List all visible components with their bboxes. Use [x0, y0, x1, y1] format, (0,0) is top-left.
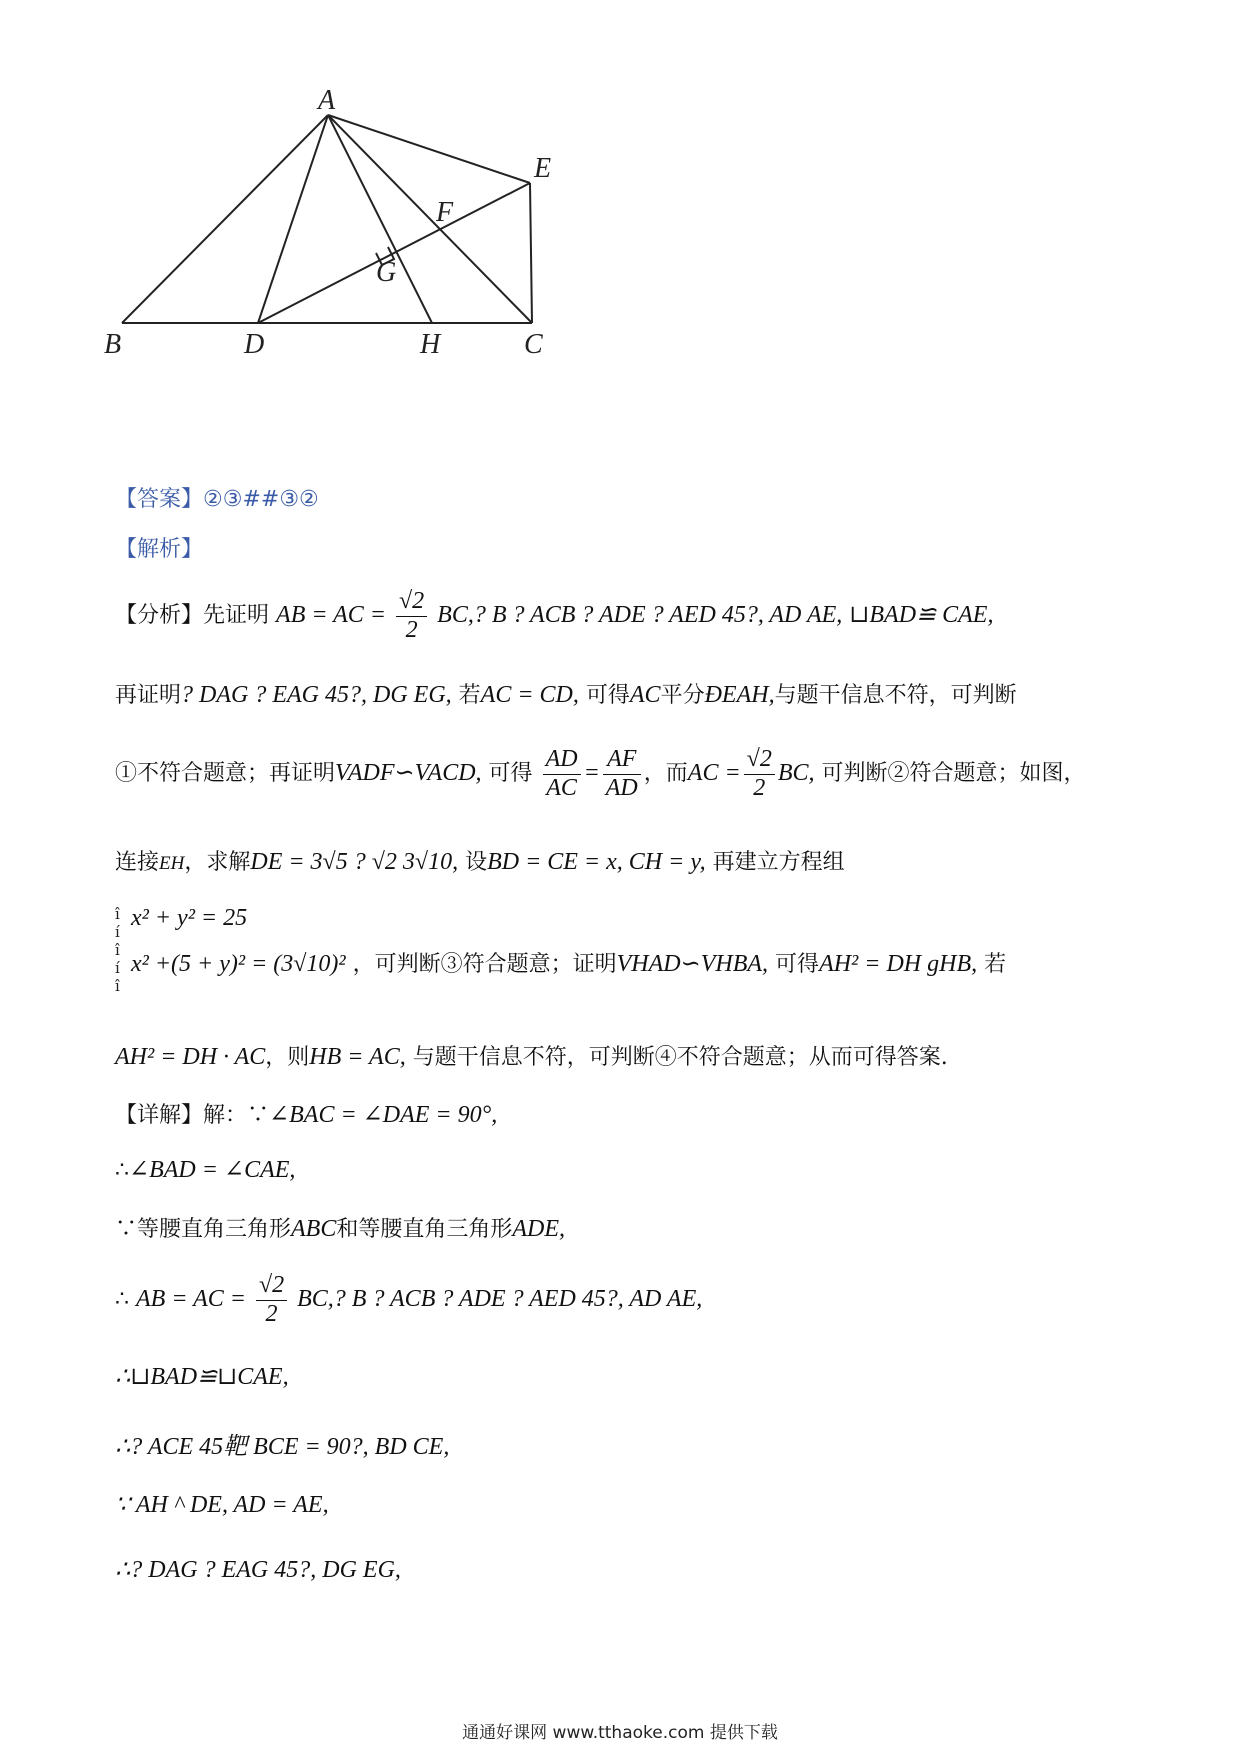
math-expression: AC = CD,	[480, 682, 579, 708]
fraction-denominator: AC	[546, 774, 577, 801]
math-expression: EH	[159, 853, 185, 874]
fenxi-text: 若	[984, 952, 1007, 977]
label-a: A	[318, 85, 336, 116]
label-c: C	[524, 329, 543, 360]
math-expression: VADF∽VACD,	[335, 760, 482, 787]
detail-text: ∴	[115, 1287, 129, 1313]
detail-line-7: ∵ AH ^ DE, AD = AE,	[115, 1492, 329, 1518]
detail-line-8: ∴? DAG ? EAG 45?, DG EG,	[115, 1557, 401, 1583]
fenxi-line-3	[115, 746, 1086, 802]
segment-ec	[530, 183, 532, 323]
math-expression: x² + y² = 25	[131, 905, 248, 931]
analysis-tag-line	[115, 532, 203, 563]
detail-text: ∴	[115, 1158, 129, 1183]
fenxi-text: 再证明	[115, 683, 182, 708]
detail-line-4	[115, 1272, 702, 1328]
fraction	[543, 746, 581, 802]
fraction	[603, 746, 641, 802]
equation-row-1	[115, 905, 1006, 941]
page-footer: 通通好课网 www.tthaoke.com 提供下载	[462, 1723, 778, 1743]
fraction-numerator: √2	[256, 1272, 287, 1301]
equation-row-2	[115, 947, 1006, 983]
math-expression: BC,? B ? ACB ? ADE ? AED 45?, AD AE,	[437, 602, 843, 629]
fenxi-text: 可得	[488, 761, 533, 787]
fenxi-line-6	[115, 1040, 948, 1071]
fenxi-text: ，求解	[184, 850, 251, 875]
answer-value: ②③##③②	[203, 487, 319, 512]
detail-line-6: ∴? ACE 45靶 BCE = 90?, BD CE,	[115, 1434, 450, 1460]
fraction-denominator: 2	[753, 774, 766, 801]
fraction-numerator: √2	[744, 746, 775, 775]
math-expression: ∠BAD = ∠CAE,	[129, 1157, 296, 1183]
fraction-numerator: AF	[603, 746, 641, 775]
fenxi-text: 平分	[660, 683, 705, 708]
math-expression: BC,	[777, 760, 815, 787]
detail-tag: 【详解】	[115, 1103, 204, 1128]
math-expression: DE = 3√5 ? √2 3√10,	[250, 849, 459, 875]
fenxi-text: 设	[465, 850, 488, 875]
math-expression: BC,? B ? ACB ? ADE ? AED 45?, AD AE,	[297, 1286, 703, 1313]
fenxi-text: 可得	[585, 683, 630, 708]
equation-system	[115, 905, 1007, 995]
fraction	[396, 588, 427, 644]
fraction-numerator: √2	[396, 588, 427, 617]
fenxi-text: ①不符合题意；再证明	[115, 761, 336, 787]
label-d: D	[244, 329, 265, 360]
fenxi-line-2	[115, 678, 1017, 709]
analysis-tag: 【解析】	[115, 537, 204, 562]
label-f: F	[436, 197, 454, 228]
detail-text: ∵等腰直角三角形	[115, 1217, 292, 1242]
detail-line-3	[115, 1212, 565, 1243]
fenxi-text: 与题干信息不符，可判断	[774, 683, 1017, 708]
fenxi-text: 连接	[115, 850, 160, 875]
fenxi-text: 可得	[775, 952, 820, 977]
answer-tag: 【答案】	[115, 487, 204, 512]
math-expression: AB = AC =	[136, 1286, 246, 1313]
system-brace-icon: î í î í î	[115, 905, 120, 995]
math-expression: ABC	[291, 1216, 337, 1242]
fraction-denominator: 2	[265, 1300, 278, 1327]
math-expression: AC =	[687, 760, 741, 787]
math-expression: AB = AC =	[276, 602, 386, 629]
fenxi-text: 与题干信息不符，可判断④不符合题意；从而可得答案.	[412, 1045, 948, 1070]
equals-sign: =	[583, 760, 600, 787]
math-expression: AC	[629, 682, 661, 708]
fenxi-text: ，则	[265, 1045, 310, 1070]
fraction-numerator: AD	[543, 746, 581, 775]
math-expression: ∠BAC = ∠DAE = 90°,	[269, 1102, 498, 1128]
math-expression: ⊔BAD≌ CAE,	[849, 602, 994, 629]
detail-text: 解：∵	[203, 1103, 270, 1128]
label-h: H	[420, 329, 441, 360]
answer-line	[115, 482, 319, 513]
fraction	[256, 1272, 287, 1328]
fenxi-line-4	[115, 845, 845, 876]
segment-ab	[122, 115, 328, 323]
label-b: B	[104, 329, 122, 360]
fenxi-text: 若	[458, 683, 481, 708]
math-expression: x² +(5 + y)² = (3√10)²	[131, 951, 346, 977]
fenxi-text: 可判断②符合题意；如图，	[821, 761, 1086, 787]
math-expression: AH² = DH gHB,	[819, 951, 978, 977]
segment-ah	[328, 115, 432, 323]
segment-ac	[328, 115, 532, 323]
fraction-denominator: AD	[605, 774, 638, 801]
detail-line-5: ∴⊔BAD≌⊔CAE,	[115, 1364, 289, 1390]
fenxi-text: 先证明	[203, 603, 270, 629]
math-expression: ? DAG ? EAG 45?, DG EG,	[181, 682, 452, 708]
math-expression: VHAD∽VHBA,	[616, 951, 769, 977]
fenxi-tag: 【分析】	[115, 603, 204, 629]
segment-ae	[328, 115, 530, 183]
fraction-denominator: 2	[405, 616, 418, 643]
math-expression: AH² = DH · AC	[115, 1044, 266, 1070]
math-expression: ADE,	[512, 1216, 566, 1242]
fenxi-text: 再建立方程组	[712, 850, 845, 875]
math-expression: BD = CE = x, CH = y,	[487, 849, 706, 875]
detail-text: 和等腰直角三角形	[336, 1217, 513, 1242]
fenxi-text: ，可判断③符合题意；证明	[352, 952, 617, 977]
fenxi-line-1	[115, 588, 993, 644]
fraction	[744, 746, 775, 802]
label-g: G	[376, 257, 397, 288]
fenxi-text: ，而	[643, 761, 688, 787]
detail-line-1	[115, 1098, 497, 1129]
label-e: E	[534, 153, 552, 184]
math-expression: ÐEAH,	[704, 682, 775, 708]
detail-line-2	[115, 1155, 295, 1184]
math-expression: HB = AC,	[309, 1044, 406, 1070]
geometry-figure	[104, 85, 650, 415]
